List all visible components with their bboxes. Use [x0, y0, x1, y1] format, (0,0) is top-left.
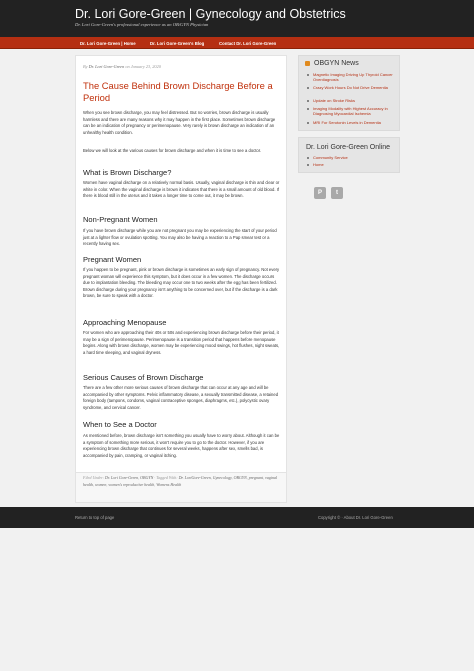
news-item[interactable]: MRI For Serotonin Levels in Dementia: [313, 120, 381, 125]
post-paragraph-non-pregnant: If you have brown discharge while you are not pregnant you may be experiencing the start of your period just at a lighter flow or ovulation spotting. You may also be having a reaction to a Pap smear test or a recently having sex.: [83, 228, 277, 246]
post-paragraph-serious-causes: There are a few other more serious causes of brown discharge that can occur at any age and will be accompanied by other symptoms. Pelvic inflammatory disease, a sexually transmitted disease, a retained foreign body (tampons, condoms, vaginal contraceptive sponges, diaphragms, etc.), polycystic ovary syndrome, and cervical cancer.: [83, 385, 279, 410]
site-header: [0, 0, 474, 37]
heading-menopause: Approaching Menopause: [83, 318, 167, 327]
byline-by: By: [83, 64, 88, 69]
heading-see-doctor: When to See a Doctor: [83, 420, 157, 429]
tag-link[interactable]: OBGYN: [233, 475, 247, 480]
widget-title-news: OBGYN News: [314, 60, 359, 67]
news-item[interactable]: Crazy Work Hours Do Not Drive Dementia: [313, 85, 388, 90]
news-item[interactable]: Magnetic Imaging Driving Up Thyroid Cancer Overdiagnosis: [313, 72, 393, 82]
news-item[interactable]: Update on Stroke Risks: [313, 98, 356, 103]
post-paragraph-what: Women have vaginal discharge on a relatively normal basis. Usually, vaginal discharge is thin and clear or white in color. When the vaginal discharge is brown it indicates that there is a small amount of old blood. If there is blood still in the uterus and it takes a longer time to come out, it may be brown.: [83, 180, 280, 198]
tag-link[interactable]: vaginal health: [83, 475, 278, 487]
heading-what-is: What is Brown Discharge?: [83, 168, 172, 177]
heading-serious-causes: Serious Causes of Brown Discharge: [83, 373, 204, 382]
bullet-icon: [307, 74, 309, 76]
post-paragraph-intro2: Below we will look at the various causes for brown discharge and when it is time to see a doctor.: [83, 148, 262, 153]
category-link[interactable]: OBGYN: [140, 475, 154, 480]
pinterest-icon[interactable]: P: [314, 187, 326, 199]
category-link[interactable]: Dr. Lori Gore-Green: [105, 475, 139, 480]
widget-title-online: Dr. Lori Gore-Green Online: [306, 144, 391, 151]
heading-pregnant: Pregnant Women: [83, 255, 142, 264]
site-title[interactable]: Dr. Lori Gore-Green | Gynecology and Obstetrics: [75, 7, 346, 21]
post-paragraph-menopause: For women who are approaching their 40s or 50s and experiencing brown discharge before their period, it may be a sign of perimenopause. Perimenopause is a transition period that happens before menopause begins. Along with brown discharge, women may be experiencing mood swings, hot flushes, night sweats, a hard time sleeping, and vaginal dryness.: [83, 330, 280, 355]
rss-icon[interactable]: [305, 61, 310, 66]
bullet-icon: [307, 164, 309, 166]
bullet-icon: [307, 100, 309, 102]
tag-link[interactable]: Dr. LoriGore-Green: [178, 475, 211, 480]
online-link-community-service[interactable]: Community Service: [313, 155, 348, 160]
tagged-with-label: Tagged With:: [156, 475, 178, 480]
byline-on: on: [125, 64, 130, 69]
tag-link[interactable]: Womens Health: [156, 481, 182, 487]
post-meta-footer: Filed Under: Dr. Lori Gore-Green, OBGYN · Tagged With: Dr. LoriGore-Green, Gynecology, OBGYN, pregnant, vaginal health, women, women's reproductive health, Womens Health: [76, 472, 287, 503]
tag-link[interactable]: Gynecology: [212, 475, 232, 480]
byline-date: January 23, 2020: [130, 64, 161, 69]
nav-item-contact[interactable]: Contact Dr. Lori Gore-Green: [219, 40, 277, 46]
tag-link[interactable]: women's reproductive health: [108, 481, 155, 487]
post-article: [75, 55, 287, 503]
post-byline: [83, 64, 161, 69]
online-link-home[interactable]: Home: [313, 162, 324, 167]
site-description: Dr. Lori Gore-Green's professional experience as an OB/GYN Physician: [75, 22, 209, 27]
online-widget: [298, 137, 400, 173]
byline-author-link[interactable]: Dr. Lori Gore-Green: [88, 64, 125, 69]
twitter-icon[interactable]: t: [331, 187, 343, 199]
tag-link[interactable]: women: [95, 481, 107, 487]
filed-under-label: Filed Under:: [83, 475, 104, 480]
bullet-icon: [307, 157, 309, 159]
bullet-icon: [307, 122, 309, 124]
site-footer: [0, 507, 474, 528]
nav-item-blog[interactable]: Dr. Lori Gore-Green's Blog: [150, 40, 205, 46]
copyright-text: Copyright © · About Dr. Lori Gore-Green: [318, 515, 393, 520]
bullet-icon: [307, 87, 309, 89]
post-paragraph-intro1: When you see brown discharge, you may feel distressed. But no worries, brown discharge is usually harmless and there are many reasons why it may happen in the first place. Sometimes brown discharge can be an indication of pregnancy or perimenopause. Very rarely is brown discharge an indication of an unhealthy health condition.: [83, 110, 276, 135]
post-title: The Cause Behind Brown Discharge Before a Period: [83, 80, 273, 103]
post-paragraph-see-doctor: As mentioned before, brown discharge isn't something you usually have to worry about. Although it can be a symptom of something more serious, it won't require you to go to the doctor. However, if you are experiencing brown discharge that continues for several weeks, happens after sex, smells bad, is accompanied by pain, cramping, or vaginal itching.: [83, 433, 280, 458]
heading-non-pregnant: Non-Pregnant Women: [83, 215, 158, 224]
news-item[interactable]: Imaging Modality with Highest Accuracy in Diagnosing Myocardial Ischemia: [313, 106, 388, 116]
bullet-icon: [307, 108, 309, 110]
return-to-top-link[interactable]: Return to top of page: [75, 515, 115, 520]
main-navigation: [0, 37, 474, 49]
obgyn-news-widget: [298, 55, 400, 131]
post-paragraph-pregnant: If you happen to be pregnant, pink or brown discharge is sometimes an early sign of pregnancy. Not every pregnant woman will experience this symptom, but it does occur in a few women. The discharge occurs due to implantation bleeding. The bleeding may occur one to two weeks after the egg has been fertilized. Brown discharge during your pregnancy isn't anything to be concerned over, but if the discharge is a dark brown, be sure to speak with a doctor.: [83, 267, 280, 298]
nav-item-home[interactable]: Dr. Lori Gore-Green | Home: [80, 40, 136, 46]
tag-link[interactable]: pregnant: [248, 475, 264, 480]
